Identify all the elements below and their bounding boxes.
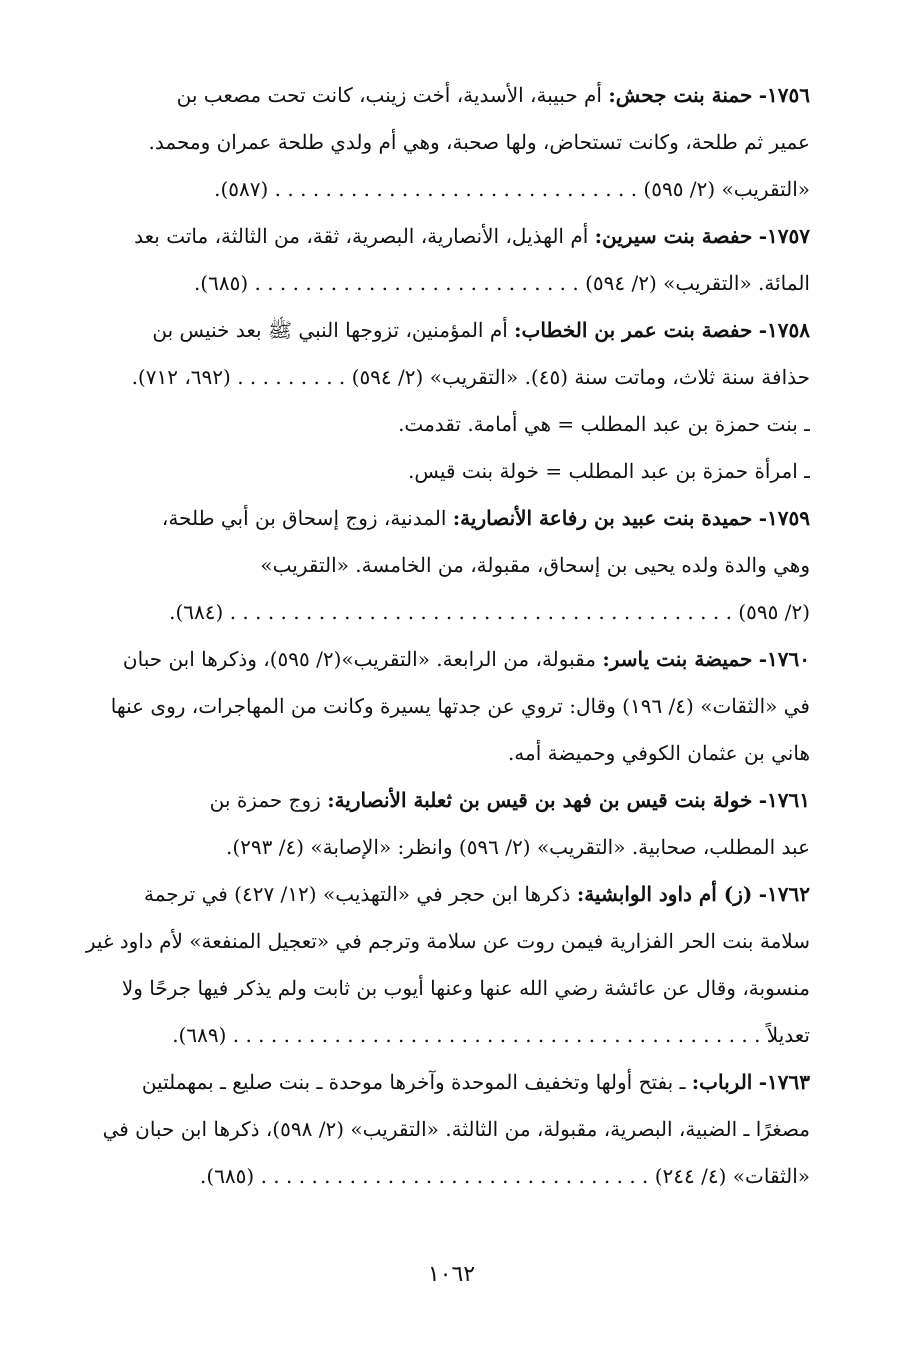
entry-1761-line-1 — [72, 777, 810, 824]
entry-1762-line-2: سلامة بنت الحر الفزارية فيمن روت عن سلامة وترجم في «تعجيل المنفعة» لأم داود غير — [85, 929, 810, 953]
entry-name: (ز) أم داود الوابشية: — [576, 882, 753, 906]
entry-1756-line-2: عمير ثم طلحة، وكانت تستحاض، ولها صحبة، وهي أم ولدي طلحة عمران ومحمد. — [148, 130, 810, 154]
entry-number: ١٧٦٠- — [758, 647, 810, 671]
entry-name: حميضة بنت ياسر: — [602, 647, 753, 671]
entry-text: المدنية، زوج إسحاق بن أبي طلحة، — [161, 506, 447, 530]
page-number: ١٠٦٢ — [427, 1262, 476, 1287]
entry-number: ١٧٥٨- — [758, 318, 810, 342]
entry-number: ١٧٥٧- — [758, 224, 810, 248]
entry-name: خولة بنت قيس بن فهد بن قيس بن ثعلبة الأنصارية: — [327, 788, 753, 812]
entry-1762-line-3: منسوبة، وقال عن عائشة رضي الله عنها وعنها أيوب بن ثابت ولم يذكر فيها جرحًا ولا — [121, 976, 810, 1000]
entry-text: أم حبيبة، الأسدية، أخت زينب، كانت تحت مصعب بن — [176, 83, 602, 107]
entry-1763-line-3: «الثقات» (٤/ ٢٤٤) . . . . . . . . . . . . . . . . . . . . . . . . . . . . . . . (٦٨٥). — [200, 1164, 810, 1188]
entry-1759-line-2: وهي والدة ولده يحيى بن إسحاق، مقبولة، من الخامسة. «التقريب» — [260, 553, 810, 577]
entry-number: ١٧٦٣- — [758, 1070, 810, 1094]
entry-1762-line-4: تعديلاً . . . . . . . . . . . . . . . . . . . . . . . . . . . . . . . . . . . . . . . . . . (٦٨٩). — [172, 1023, 810, 1047]
entry-name: الرباب: — [691, 1070, 753, 1094]
entry-1762-line-1 — [72, 871, 810, 918]
cross-reference-note: ـ امرأة حمزة بن عبد المطلب = خولة بنت قيس. — [408, 459, 810, 483]
entry-1760-line-3: هاني بن عثمان الكوفي وحميضة أمه. — [507, 741, 810, 765]
entry-1760-line-2: في «الثقات» (٤/ ١٩٦) وقال: تروي عن جدتها يسيرة وكانت من المهاجرات، روى عنها — [110, 694, 810, 718]
entry-1756-line-3: «التقريب» (٢/ ٥٩٥) . . . . . . . . . . . . . . . . . . . . . . . . . . . . . (٥٨٧). — [214, 177, 810, 201]
entry-name: حميدة بنت عبيد بن رفاعة الأنصارية: — [452, 506, 753, 530]
entry-1761-line-2: عبد المطلب، صحابية. «التقريب» (٢/ ٥٩٦) وانظر: «الإصابة» (٤/ ٢٩٣). — [225, 835, 810, 859]
entry-text: زوج حمزة بن — [209, 788, 321, 812]
entry-1757-line-2: المائة. «التقريب» (٢/ ٥٩٤) . . . . . . . . . . . . . . . . . . . . . . . . . . (٦٨٥). — [193, 271, 810, 295]
entry-name: حفصة بنت عمر بن الخطاب: — [514, 318, 753, 342]
entry-1757-line-1 — [72, 213, 810, 260]
entry-text: مقبولة، من الرابعة. «التقريب»(٢/ ٥٩٥)، وذكرها ابن حبان — [122, 647, 596, 671]
entry-name: حفصة بنت سيرين: — [594, 224, 753, 248]
entry-number: ١٧٦٢- — [758, 882, 810, 906]
entry-1760-line-1 — [72, 636, 810, 683]
entry-1763-line-1 — [72, 1059, 810, 1106]
entry-1763-line-2: مصغرًا ـ الضبية، البصرية، مقبولة، من الثالثة. «التقريب» (٢/ ٥٩٨)، ذكرها ابن حبان في — [102, 1117, 810, 1141]
entry-1758-line-1 — [72, 307, 810, 354]
entry-1759-line-3: (٢/ ٥٩٥) . . . . . . . . . . . . . . . . . . . . . . . . . . . . . . . . . . . . . . . . (٦٨٤). — [169, 600, 810, 624]
entry-text: ذكرها ابن حجر في «التهذيب» (١٢/ ٤٢٧) في ترجمة — [143, 882, 571, 906]
entry-number: ١٧٥٦- — [758, 83, 810, 107]
entry-1758-line-2: حذافة سنة ثلاث، وماتت سنة (٤٥). «التقريب» (٢/ ٥٩٤) . . . . . . . . . (٦٩٢، ٧١٢). — [131, 365, 810, 389]
entry-text: أم الهذيل، الأنصارية، البصرية، ثقة، من الثالثة، ماتت بعد — [134, 224, 589, 248]
entry-number: ١٧٥٩- — [758, 506, 810, 530]
entry-1756-line-1 — [72, 72, 810, 119]
entry-text: أم المؤمنين، تزوجها النبي ﷺ بعد خنيس بن — [152, 318, 508, 342]
page-body — [72, 72, 810, 1200]
entry-text: ـ بفتح أولها وتخفيف الموحدة وآخرها موحدة ـ بنت صليع ـ بمهملتين — [141, 1070, 686, 1094]
entry-1759-line-1 — [72, 495, 810, 542]
cross-reference-note: ـ بنت حمزة بن عبد المطلب = هي أمامة. تقدمت. — [398, 412, 810, 436]
entry-name: حمنة بنت جحش: — [608, 83, 753, 107]
entry-number: ١٧٦١- — [758, 788, 810, 812]
